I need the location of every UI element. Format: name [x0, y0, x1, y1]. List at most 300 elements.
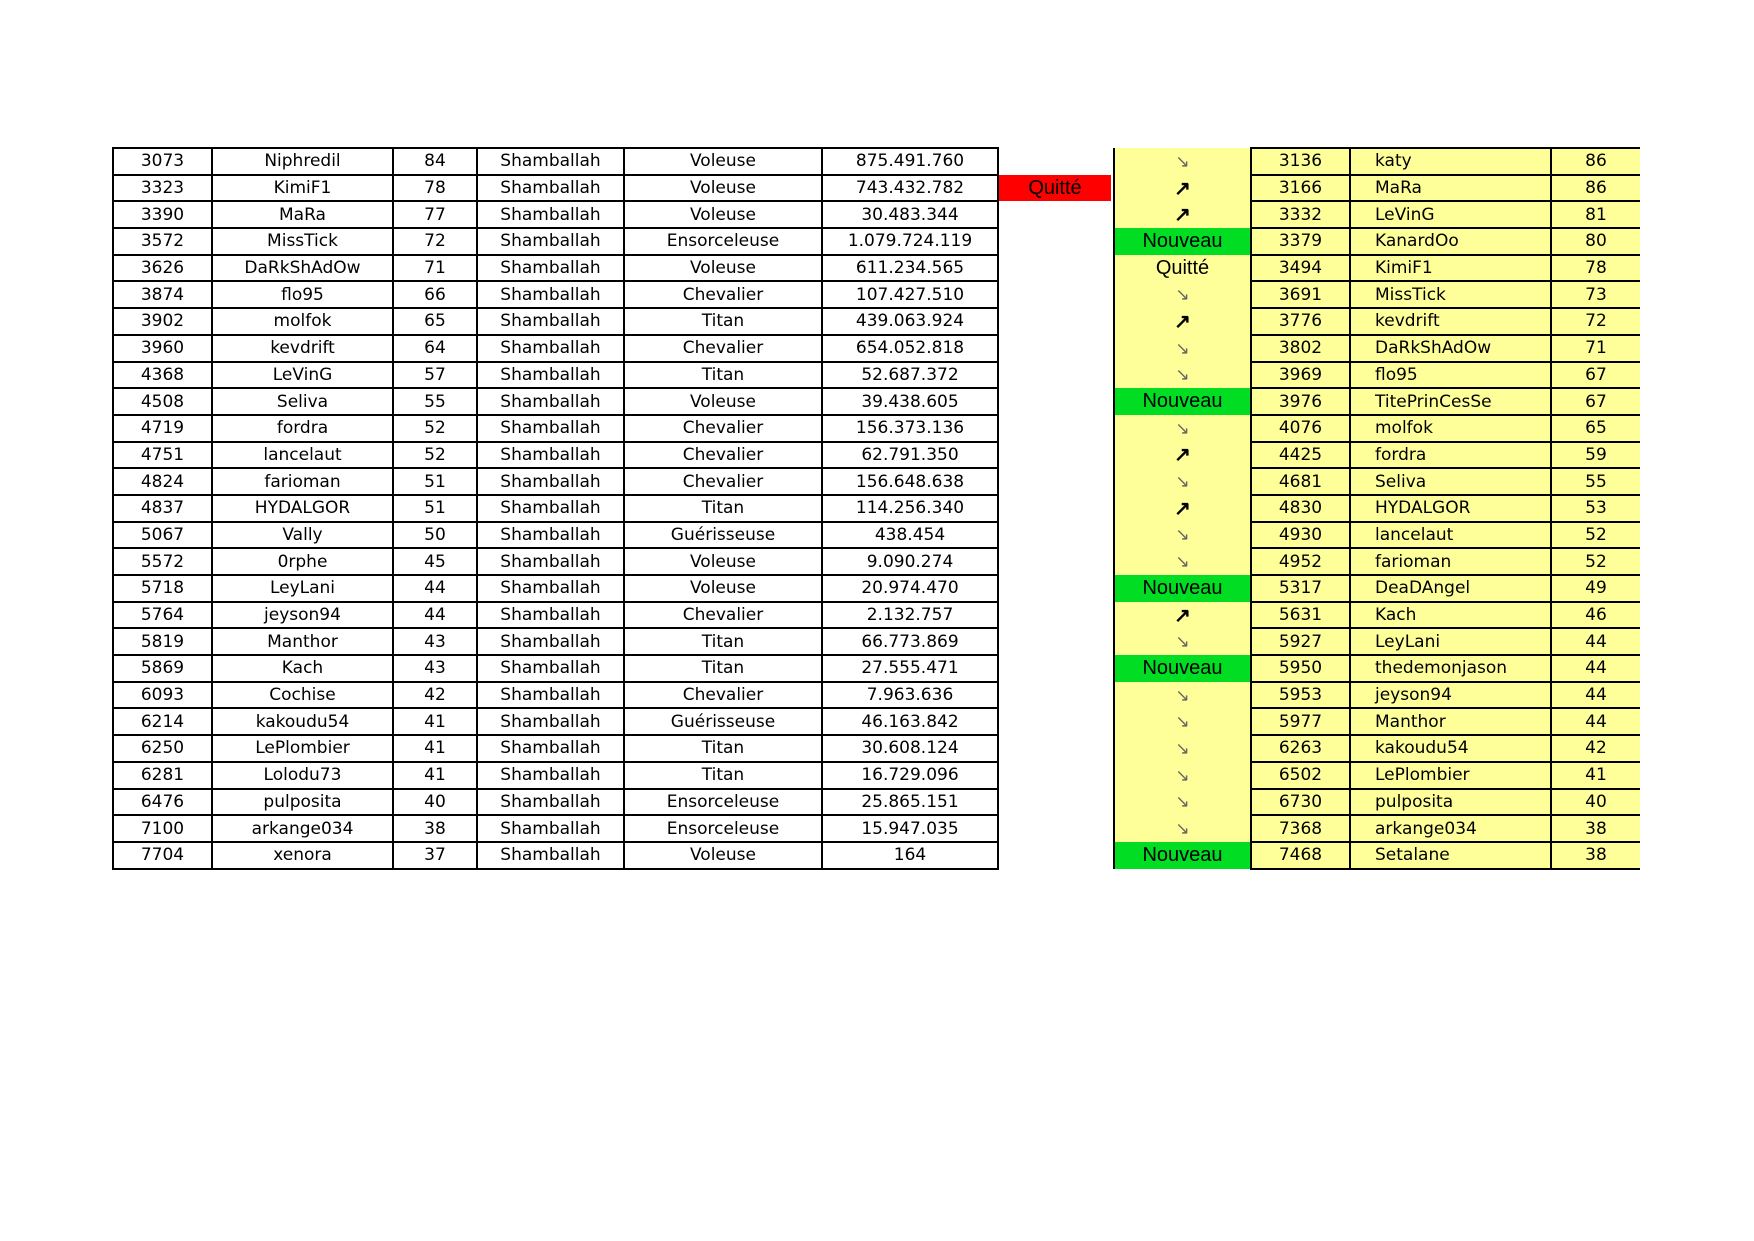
rank-cell: 4076 — [1251, 415, 1350, 442]
level-cell: 71 — [393, 255, 477, 282]
xp-cell: 20.974.470 — [822, 575, 998, 602]
trend-cell — [1114, 762, 1251, 789]
level-cell: 86 — [1551, 175, 1640, 202]
table-row — [1114, 842, 1640, 869]
class-cell: Guérisseuse — [624, 522, 822, 549]
class-cell: Guérisseuse — [624, 708, 822, 735]
name-cell: KanardOo — [1350, 228, 1551, 255]
table-row — [113, 602, 1112, 629]
status-cell — [998, 548, 1112, 575]
class-cell: Titan — [624, 628, 822, 655]
rank-cell: 3379 — [1251, 228, 1350, 255]
rank-cell: 7704 — [113, 842, 212, 869]
class-cell: Voleuse — [624, 175, 822, 202]
level-cell: 78 — [1551, 255, 1640, 282]
trend-cell — [1114, 495, 1251, 522]
class-cell: Chevalier — [624, 468, 822, 495]
trend-cell: Nouveau — [1114, 388, 1251, 415]
xp-cell: 611.234.565 — [822, 255, 998, 282]
trend-cell — [1114, 148, 1251, 175]
status-cell — [998, 842, 1112, 869]
level-cell: 53 — [1551, 495, 1640, 522]
guild-cell: Shamballah — [477, 468, 624, 495]
table-row — [1114, 495, 1640, 522]
name-cell: TitePrinCesSe — [1350, 388, 1551, 415]
table-row — [1114, 522, 1640, 549]
level-cell: 38 — [393, 815, 477, 842]
table-row — [1114, 255, 1640, 282]
name-cell: Cochise — [212, 682, 393, 709]
level-cell: 44 — [393, 575, 477, 602]
name-cell: molfok — [1350, 415, 1551, 442]
arrow-up-right-icon: ↗ — [1174, 310, 1191, 333]
xp-cell: 46.163.842 — [822, 708, 998, 735]
name-cell: LePlombier — [1350, 762, 1551, 789]
guild-cell: Shamballah — [477, 575, 624, 602]
status-cell — [998, 602, 1112, 629]
rank-cell: 3960 — [113, 335, 212, 362]
class-cell: Chevalier — [624, 602, 822, 629]
rank-cell: 3874 — [113, 281, 212, 308]
class-cell: Voleuse — [624, 548, 822, 575]
name-cell: MaRa — [212, 201, 393, 228]
xp-cell: 107.427.510 — [822, 281, 998, 308]
guild-cell: Shamballah — [477, 201, 624, 228]
class-cell: Ensorceleuse — [624, 815, 822, 842]
table-row — [113, 789, 1112, 816]
status-cell — [998, 148, 1112, 175]
rank-cell: 4837 — [113, 495, 212, 522]
name-cell: Kach — [1350, 602, 1551, 629]
rank-cell: 3323 — [113, 175, 212, 202]
level-cell: 84 — [393, 148, 477, 175]
table-row — [1114, 228, 1640, 255]
rank-cell: 5819 — [113, 628, 212, 655]
status-cell — [998, 815, 1112, 842]
rank-cell: 5067 — [113, 522, 212, 549]
level-cell: 51 — [393, 468, 477, 495]
trend-cell: Nouveau — [1114, 228, 1251, 255]
rank-cell: 5317 — [1251, 575, 1350, 602]
rank-cell: 3902 — [113, 308, 212, 335]
table-row — [1114, 575, 1640, 602]
xp-cell: 30.483.344 — [822, 201, 998, 228]
level-cell: 44 — [1551, 628, 1640, 655]
class-cell: Titan — [624, 362, 822, 389]
name-cell: MissTick — [1350, 281, 1551, 308]
table-row — [1114, 548, 1640, 575]
xp-cell: 25.865.151 — [822, 789, 998, 816]
status-cell — [998, 442, 1112, 469]
xp-cell: 156.373.136 — [822, 415, 998, 442]
level-cell: 44 — [393, 602, 477, 629]
table-row — [113, 655, 1112, 682]
name-cell: LeyLani — [212, 575, 393, 602]
table-row — [1114, 735, 1640, 762]
rank-cell: 4930 — [1251, 522, 1350, 549]
rank-cell: 3802 — [1251, 335, 1350, 362]
table-row — [113, 362, 1112, 389]
arrow-down-right-icon: ↘ — [1175, 792, 1190, 812]
rank-cell: 4751 — [113, 442, 212, 469]
name-cell: arkange034 — [212, 815, 393, 842]
arrow-up-right-icon: ↗ — [1174, 204, 1191, 227]
xp-cell: 875.491.760 — [822, 148, 998, 175]
name-cell: HYDALGOR — [1350, 495, 1551, 522]
level-cell: 80 — [1551, 228, 1640, 255]
xp-cell: 62.791.350 — [822, 442, 998, 469]
status-cell — [998, 735, 1112, 762]
class-cell: Titan — [624, 308, 822, 335]
table-row — [1114, 815, 1640, 842]
table-row — [113, 255, 1112, 282]
level-cell: 52 — [1551, 522, 1640, 549]
trend-cell — [1114, 415, 1251, 442]
name-cell: kakoudu54 — [212, 708, 393, 735]
name-cell: HYDALGOR — [212, 495, 393, 522]
arrow-down-right-icon: ↘ — [1175, 365, 1190, 385]
name-cell: arkange034 — [1350, 815, 1551, 842]
xp-cell: 16.729.096 — [822, 762, 998, 789]
level-cell: 46 — [1551, 602, 1640, 629]
rank-cell: 3691 — [1251, 281, 1350, 308]
table-row — [113, 308, 1112, 335]
rank-cell: 3494 — [1251, 255, 1350, 282]
rank-cell: 7468 — [1251, 842, 1350, 869]
trend-cell — [1114, 335, 1251, 362]
rank-cell: 6214 — [113, 708, 212, 735]
level-cell: 67 — [1551, 388, 1640, 415]
xp-cell: 27.555.471 — [822, 655, 998, 682]
class-cell: Ensorceleuse — [624, 228, 822, 255]
table-row — [113, 708, 1112, 735]
status-cell — [998, 762, 1112, 789]
guild-cell: Shamballah — [477, 789, 624, 816]
status-cell — [998, 415, 1112, 442]
level-cell: 78 — [393, 175, 477, 202]
name-cell: kakoudu54 — [1350, 735, 1551, 762]
rank-cell: 3626 — [113, 255, 212, 282]
xp-cell: 7.963.636 — [822, 682, 998, 709]
table-row — [1114, 602, 1640, 629]
trend-cell: Nouveau — [1114, 575, 1251, 602]
status-cell — [998, 789, 1112, 816]
status-cell — [998, 682, 1112, 709]
status-cell — [998, 628, 1112, 655]
xp-cell: 654.052.818 — [822, 335, 998, 362]
name-cell: pulposita — [1350, 789, 1551, 816]
status-cell — [998, 228, 1112, 255]
arrow-down-right-icon: ↘ — [1175, 285, 1190, 305]
arrow-down-right-icon: ↘ — [1175, 418, 1190, 438]
xp-cell: 2.132.757 — [822, 602, 998, 629]
level-cell: 51 — [393, 495, 477, 522]
arrow-down-right-icon: ↘ — [1175, 765, 1190, 785]
xp-cell: 439.063.924 — [822, 308, 998, 335]
level-cell: 38 — [1551, 842, 1640, 869]
level-cell: 43 — [393, 628, 477, 655]
table-row — [1114, 335, 1640, 362]
table-row — [113, 228, 1112, 255]
table-row — [113, 495, 1112, 522]
class-cell: Voleuse — [624, 255, 822, 282]
class-cell: Titan — [624, 655, 822, 682]
level-cell: 37 — [393, 842, 477, 869]
table-row — [1114, 201, 1640, 228]
guild-cell: Shamballah — [477, 255, 624, 282]
guild-cell: Shamballah — [477, 548, 624, 575]
name-cell: jeyson94 — [1350, 682, 1551, 709]
class-cell: Chevalier — [624, 281, 822, 308]
name-cell: thedemonjason — [1350, 655, 1551, 682]
rank-cell: 3332 — [1251, 201, 1350, 228]
rank-cell: 6476 — [113, 789, 212, 816]
status-cell — [998, 522, 1112, 549]
name-cell: fordra — [1350, 442, 1551, 469]
level-cell: 50 — [393, 522, 477, 549]
xp-cell: 114.256.340 — [822, 495, 998, 522]
level-cell: 45 — [393, 548, 477, 575]
guild-cell: Shamballah — [477, 815, 624, 842]
name-cell: LeVinG — [212, 362, 393, 389]
class-cell: Chevalier — [624, 335, 822, 362]
table-row — [1114, 362, 1640, 389]
guild-cell: Shamballah — [477, 308, 624, 335]
arrow-up-right-icon: ↗ — [1174, 444, 1191, 467]
name-cell: MissTick — [212, 228, 393, 255]
table-row — [113, 682, 1112, 709]
rank-cell: 5927 — [1251, 628, 1350, 655]
xp-cell: 1.079.724.119 — [822, 228, 998, 255]
level-cell: 44 — [1551, 708, 1640, 735]
arrow-down-right-icon: ↘ — [1175, 819, 1190, 839]
name-cell: fordra — [212, 415, 393, 442]
rank-cell: 5977 — [1251, 708, 1350, 735]
trend-cell — [1114, 602, 1251, 629]
status-cell: Quitté — [998, 175, 1112, 202]
arrow-up-right-icon: ↗ — [1174, 604, 1191, 627]
name-cell: Lolodu73 — [212, 762, 393, 789]
previous-ranking-table — [1113, 147, 1640, 870]
rank-cell: 6250 — [113, 735, 212, 762]
name-cell: farioman — [212, 468, 393, 495]
trend-cell — [1114, 735, 1251, 762]
guild-cell: Shamballah — [477, 708, 624, 735]
current-members-table — [112, 147, 1113, 870]
trend-cell — [1114, 201, 1251, 228]
level-cell: 55 — [393, 388, 477, 415]
rank-cell: 5953 — [1251, 682, 1350, 709]
guild-cell: Shamballah — [477, 148, 624, 175]
guild-cell: Shamballah — [477, 388, 624, 415]
table-row — [113, 522, 1112, 549]
level-cell: 86 — [1551, 148, 1640, 175]
guild-cell: Shamballah — [477, 362, 624, 389]
xp-cell: 164 — [822, 842, 998, 869]
rank-cell: 4368 — [113, 362, 212, 389]
status-cell — [998, 708, 1112, 735]
level-cell: 77 — [393, 201, 477, 228]
class-cell: Voleuse — [624, 201, 822, 228]
rank-cell: 7368 — [1251, 815, 1350, 842]
rank-cell: 4508 — [113, 388, 212, 415]
level-cell: 65 — [1551, 415, 1640, 442]
guild-cell: Shamballah — [477, 842, 624, 869]
table-row — [113, 415, 1112, 442]
table-row — [113, 735, 1112, 762]
status-cell — [998, 335, 1112, 362]
guild-cell: Shamballah — [477, 415, 624, 442]
level-cell: 44 — [1551, 655, 1640, 682]
status-cell — [998, 201, 1112, 228]
rank-cell: 3390 — [113, 201, 212, 228]
xp-cell: 9.090.274 — [822, 548, 998, 575]
arrow-up-right-icon: ↗ — [1174, 177, 1191, 200]
table-row — [1114, 388, 1640, 415]
status-cell — [998, 655, 1112, 682]
name-cell: LePlombier — [212, 735, 393, 762]
guild-cell: Shamballah — [477, 762, 624, 789]
arrow-down-right-icon: ↘ — [1175, 552, 1190, 572]
guild-cell: Shamballah — [477, 628, 624, 655]
trend-cell — [1114, 628, 1251, 655]
rank-cell: 6502 — [1251, 762, 1350, 789]
table-row — [1114, 762, 1640, 789]
name-cell: Niphredil — [212, 148, 393, 175]
name-cell: jeyson94 — [212, 602, 393, 629]
arrow-up-right-icon: ↗ — [1174, 497, 1191, 520]
name-cell: Manthor — [212, 628, 393, 655]
name-cell: lancelaut — [1350, 522, 1551, 549]
table-row — [1114, 281, 1640, 308]
guild-cell: Shamballah — [477, 281, 624, 308]
rank-cell: 6263 — [1251, 735, 1350, 762]
rank-cell: 3976 — [1251, 388, 1350, 415]
level-cell: 81 — [1551, 201, 1640, 228]
xp-cell: 15.947.035 — [822, 815, 998, 842]
level-cell: 41 — [393, 708, 477, 735]
name-cell: katy — [1350, 148, 1551, 175]
level-cell: 40 — [393, 789, 477, 816]
level-cell: 64 — [393, 335, 477, 362]
guild-cell: Shamballah — [477, 655, 624, 682]
rank-cell: 3073 — [113, 148, 212, 175]
table-row — [1114, 415, 1640, 442]
class-cell: Voleuse — [624, 148, 822, 175]
rank-cell: 4719 — [113, 415, 212, 442]
trend-cell — [1114, 682, 1251, 709]
trend-cell — [1114, 362, 1251, 389]
status-cell — [998, 255, 1112, 282]
table-row — [1114, 468, 1640, 495]
name-cell: molfok — [212, 308, 393, 335]
level-cell: 41 — [1551, 762, 1640, 789]
level-cell: 41 — [393, 735, 477, 762]
rank-cell: 5718 — [113, 575, 212, 602]
status-cell — [998, 362, 1112, 389]
trend-cell: Quitté — [1114, 255, 1251, 282]
level-cell: 43 — [393, 655, 477, 682]
trend-cell — [1114, 468, 1251, 495]
class-cell: Titan — [624, 495, 822, 522]
name-cell: Seliva — [212, 388, 393, 415]
rank-cell: 5572 — [113, 548, 212, 575]
rank-cell: 4425 — [1251, 442, 1350, 469]
trend-cell — [1114, 442, 1251, 469]
status-cell — [998, 281, 1112, 308]
level-cell: 52 — [393, 442, 477, 469]
rank-cell: 5869 — [113, 655, 212, 682]
guild-cell: Shamballah — [477, 682, 624, 709]
rank-cell: 4952 — [1251, 548, 1350, 575]
class-cell: Voleuse — [624, 842, 822, 869]
table-row — [1114, 442, 1640, 469]
level-cell: 49 — [1551, 575, 1640, 602]
trend-cell — [1114, 522, 1251, 549]
name-cell: pulposita — [212, 789, 393, 816]
arrow-down-right-icon: ↘ — [1175, 472, 1190, 492]
guild-cell: Shamballah — [477, 442, 624, 469]
name-cell: KimiF1 — [212, 175, 393, 202]
xp-cell: 743.432.782 — [822, 175, 998, 202]
rank-cell: 5631 — [1251, 602, 1350, 629]
name-cell: DaRkShAdOw — [212, 255, 393, 282]
rank-cell: 3572 — [113, 228, 212, 255]
table-row — [113, 335, 1112, 362]
arrow-down-right-icon: ↘ — [1175, 338, 1190, 358]
table-row — [113, 628, 1112, 655]
trend-cell: Nouveau — [1114, 842, 1251, 869]
table-row — [113, 175, 1112, 202]
level-cell: 59 — [1551, 442, 1640, 469]
level-cell: 42 — [1551, 735, 1640, 762]
table-row — [113, 388, 1112, 415]
table-row — [113, 842, 1112, 869]
level-cell: 66 — [393, 281, 477, 308]
table-row — [113, 148, 1112, 175]
arrow-down-right-icon: ↘ — [1175, 738, 1190, 758]
class-cell: Voleuse — [624, 575, 822, 602]
level-cell: 55 — [1551, 468, 1640, 495]
guild-cell: Shamballah — [477, 335, 624, 362]
name-cell: DaRkShAdOw — [1350, 335, 1551, 362]
class-cell: Chevalier — [624, 682, 822, 709]
name-cell: DeaDAngel — [1350, 575, 1551, 602]
table-row — [113, 548, 1112, 575]
arrow-down-right-icon: ↘ — [1175, 712, 1190, 732]
rank-cell: 6281 — [113, 762, 212, 789]
level-cell: 71 — [1551, 335, 1640, 362]
name-cell: lancelaut — [212, 442, 393, 469]
name-cell: farioman — [1350, 548, 1551, 575]
rank-cell: 4830 — [1251, 495, 1350, 522]
guild-cell: Shamballah — [477, 175, 624, 202]
guild-cell: Shamballah — [477, 522, 624, 549]
level-cell: 40 — [1551, 789, 1640, 816]
trend-cell: Nouveau — [1114, 655, 1251, 682]
arrow-down-right-icon: ↘ — [1175, 632, 1190, 652]
level-cell: 41 — [393, 762, 477, 789]
level-cell: 67 — [1551, 362, 1640, 389]
table-row — [113, 281, 1112, 308]
trend-cell — [1114, 815, 1251, 842]
rank-cell: 6730 — [1251, 789, 1350, 816]
name-cell: 0rphe — [212, 548, 393, 575]
xp-cell: 30.608.124 — [822, 735, 998, 762]
class-cell: Ensorceleuse — [624, 789, 822, 816]
guild-cell: Shamballah — [477, 228, 624, 255]
trend-cell — [1114, 175, 1251, 202]
